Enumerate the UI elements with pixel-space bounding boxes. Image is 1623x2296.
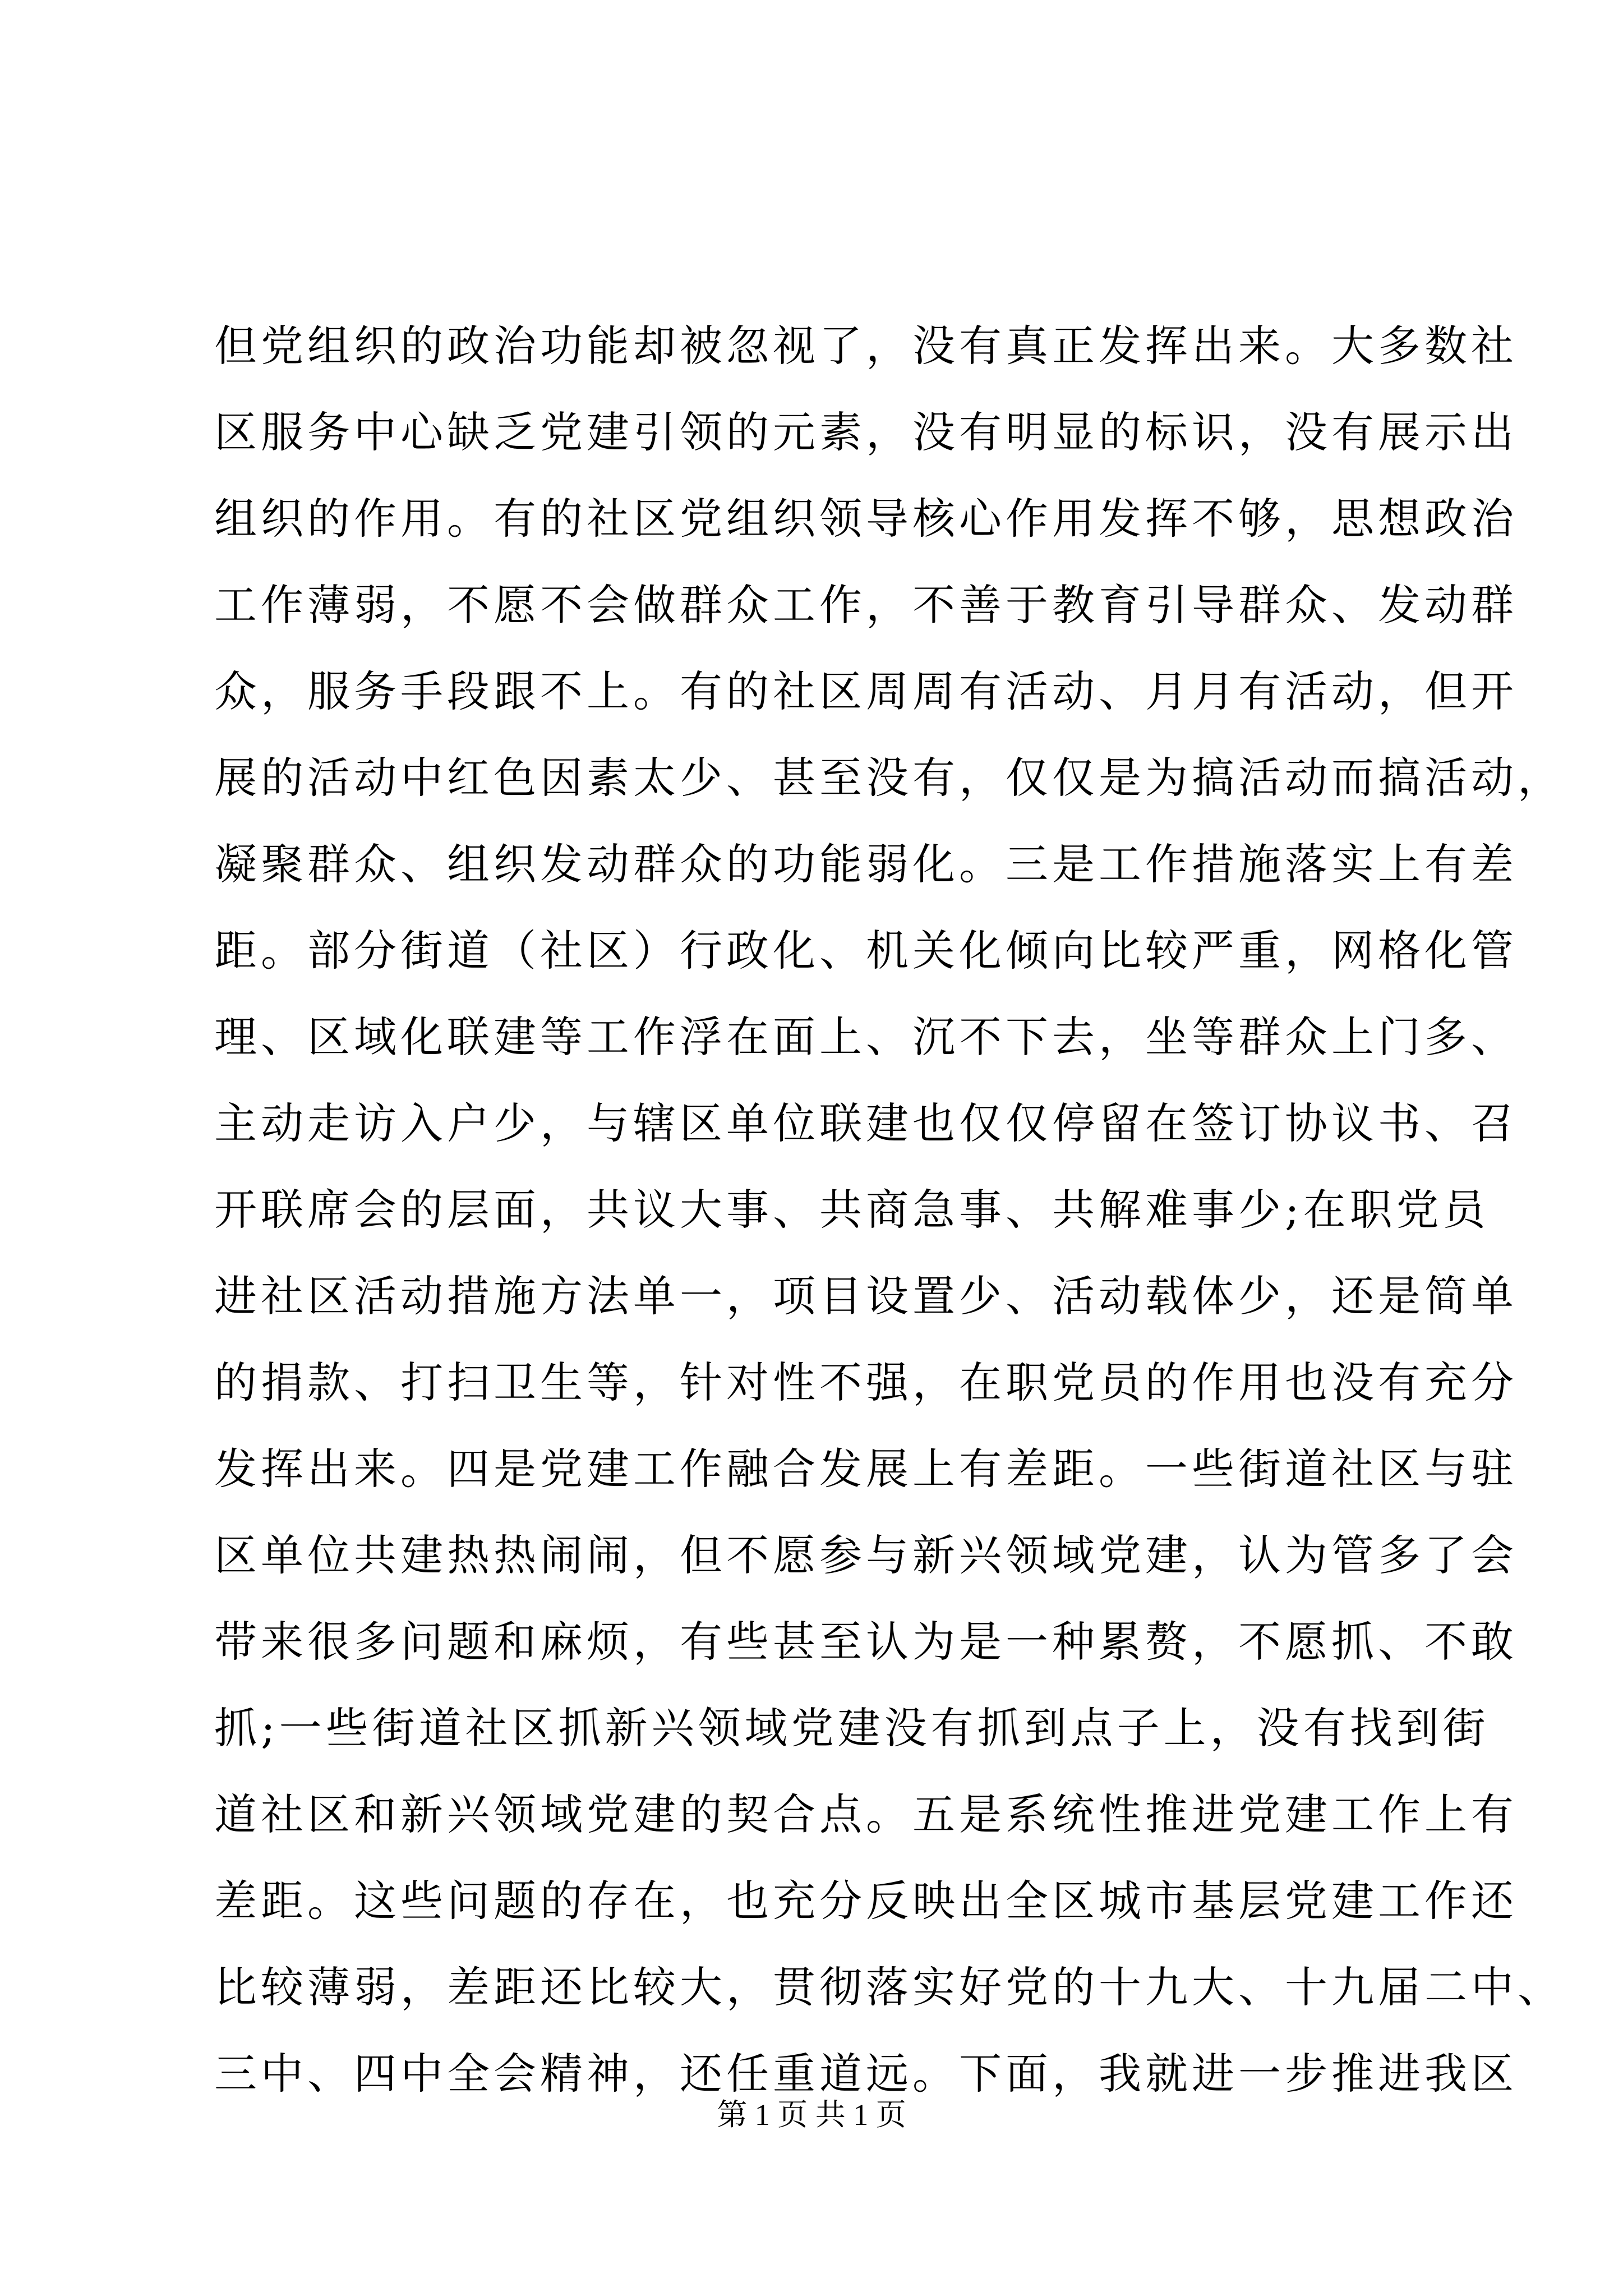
body-paragraph xyxy=(214,303,1564,2117)
text-line: 道社区和新兴领域党建的契合点。五是系统性推进党建工作上有 xyxy=(214,1789,1518,1839)
text-line: 距。部分街道（社区）行政化、机关化倾向比较严重，网格化管 xyxy=(214,926,1518,976)
text-line: 带来很多问题和麻烦，有些甚至认为是一种累赘，不愿抓、不敢 xyxy=(214,1617,1518,1667)
text-line: 区服务中心缺乏党建引领的元素，没有明显的标识，没有展示出 xyxy=(214,407,1518,457)
text-line: 差距。这些问题的存在，也充分反映出全区城市基层党建工作还 xyxy=(214,1876,1518,1926)
text-line: 进社区活动措施方法单一，项目设置少、活动载体少，还是简单 xyxy=(214,1271,1518,1321)
text-line: 发挥出来。四是党建工作融合发展上有差距。一些街道社区与驻 xyxy=(214,1444,1518,1494)
text-line: 但党组织的政治功能却被忽视了，没有真正发挥出来。大多数社 xyxy=(214,321,1518,371)
text-line: 区单位共建热热闹闹，但不愿参与新兴领域党建，认为管多了会 xyxy=(214,1530,1518,1580)
text-line: 凝聚群众、组织发动群众的功能弱化。三是工作措施落实上有差 xyxy=(214,839,1518,889)
text-line: 理、区域化联建等工作浮在面上、沉不下去，坐等群众上门多、 xyxy=(214,1012,1518,1062)
text-line: 组织的作用。有的社区党组织领导核心作用发挥不够，思想政治 xyxy=(214,494,1518,544)
text-line: 展的活动中红色因素太少、甚至没有，仅仅是为搞活动而搞活动， xyxy=(214,753,1564,803)
text-line: 主动走访入户少，与辖区单位联建也仅仅停留在签订协议书、召 xyxy=(214,1098,1518,1148)
page-footer xyxy=(0,2095,1623,2134)
text-line: 的捐款、打扫卫生等，针对性不强，在职党员的作用也没有充分 xyxy=(214,1358,1518,1407)
text-line: 三中、四中全会精神，还任重道远。下面，我就进一步推进我区 xyxy=(214,2049,1518,2099)
text-line: 比较薄弱，差距还比较大，贯彻落实好党的十九大、十九届二中、 xyxy=(214,1962,1564,2012)
text-line: 众，服务手段跟不上。有的社区周周有活动、月月有活动，但开 xyxy=(214,666,1518,716)
text-line: 工作薄弱，不愿不会做群众工作，不善于教育引导群众、发动群 xyxy=(214,580,1518,630)
page-number-label: 第 1 页 共 1 页 xyxy=(717,2098,906,2132)
text-line: 抓;一些街道社区抓新兴领域党建没有抓到点子上，没有找到街 xyxy=(214,1703,1490,1753)
text-line: 开联席会的层面，共议大事、共商急事、共解难事少;在职党员 xyxy=(214,1185,1490,1235)
